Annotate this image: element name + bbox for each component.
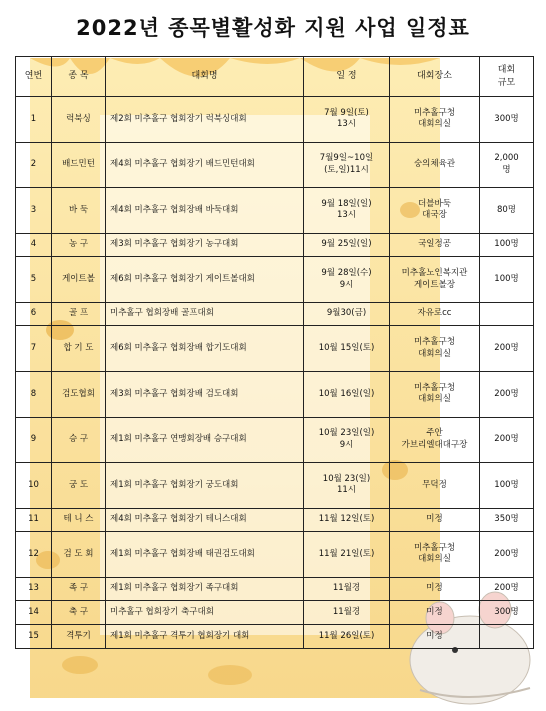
table-row (16, 508, 534, 532)
cell-sport: 승 구 (52, 417, 106, 463)
cell-venue: 미정 (390, 508, 480, 532)
table-row (16, 188, 534, 234)
table-row (16, 463, 534, 509)
cell-venue: 무덕정 (390, 463, 480, 509)
cell-scale: 300명 (480, 97, 534, 143)
table-row (16, 577, 534, 601)
cell-schedule: 11월경 (304, 577, 390, 601)
cell-sport: 검도협회 (52, 371, 106, 417)
cell-number: 10 (16, 463, 52, 509)
col-header-sport: 종 목 (52, 57, 106, 97)
cell-venue: 주안 가브리엘대대구장 (390, 417, 480, 463)
table-row (16, 625, 534, 649)
cell-sport: 럭북싱 (52, 97, 106, 143)
cell-sport: 검 도 회 (52, 532, 106, 578)
cell-schedule: 11월경 (304, 601, 390, 625)
cell-event-name: 제2회 미추홀구 협회장기 럭북싱대회 (106, 97, 304, 143)
table-row (16, 417, 534, 463)
cell-scale: 80명 (480, 188, 534, 234)
cell-scale: 100명 (480, 257, 534, 303)
cell-event-name: 제1회 미추홀구 협회장기 족구대회 (106, 577, 304, 601)
cell-venue: 미추홀구청 대회의실 (390, 97, 480, 143)
cell-scale: 200명 (480, 532, 534, 578)
cell-scale: 100명 (480, 233, 534, 257)
cell-sport: 격투기 (52, 625, 106, 649)
cell-event-name: 제4회 미추홀구 협회장기 배드민턴대회 (106, 142, 304, 188)
cell-schedule: 9월 28일(수) 9시 (304, 257, 390, 303)
cell-schedule: 10월 16일(일) (304, 371, 390, 417)
cell-sport: 배드민턴 (52, 142, 106, 188)
cell-scale: 200명 (480, 577, 534, 601)
cell-scale: 200명 (480, 371, 534, 417)
cell-sport: 족 구 (52, 577, 106, 601)
table-row (16, 233, 534, 257)
cell-schedule: 10월 15일(토) (304, 326, 390, 372)
cell-schedule: 11월 21일(토) (304, 532, 390, 578)
cell-scale: 2,000 명 (480, 142, 534, 188)
cell-sport: 궁 도 (52, 463, 106, 509)
cell-number: 1 (16, 97, 52, 143)
cell-event-name: 미추홀구 협회장기 축구대회 (106, 601, 304, 625)
cell-venue: 미정 (390, 601, 480, 625)
schedule-table (15, 56, 534, 649)
cell-venue: 미추홀구청 대회의실 (390, 371, 480, 417)
cell-number: 8 (16, 371, 52, 417)
cell-event-name: 제6회 미추홀구 협회장기 게이트볼대회 (106, 257, 304, 303)
cell-schedule: 7월 9일(토) 13시 (304, 97, 390, 143)
cell-venue: 미추홀구청 대회의실 (390, 326, 480, 372)
table-row (16, 371, 534, 417)
table-row (16, 302, 534, 326)
table-row (16, 326, 534, 372)
col-header-schedule: 일 정 (304, 57, 390, 97)
cell-number: 5 (16, 257, 52, 303)
cell-scale: 300명 (480, 601, 534, 625)
cell-venue: 국일정공 (390, 233, 480, 257)
cell-venue: 미정 (390, 577, 480, 601)
cell-schedule: 9월30(금) (304, 302, 390, 326)
cell-event-name: 미추홀구 협회장배 골프대회 (106, 302, 304, 326)
cell-sport: 테 니 스 (52, 508, 106, 532)
cell-event-name: 제1회 미추홀구 협회장기 궁도대회 (106, 463, 304, 509)
cell-venue: 숭의체육관 (390, 142, 480, 188)
cell-scale: 350명 (480, 508, 534, 532)
cell-number: 11 (16, 508, 52, 532)
cell-number: 4 (16, 233, 52, 257)
cell-number: 15 (16, 625, 52, 649)
col-header-venue: 대회장소 (390, 57, 480, 97)
cell-number: 9 (16, 417, 52, 463)
cell-event-name: 제3회 미추홀구 협회장기 농구대회 (106, 233, 304, 257)
cell-schedule: 7월9일~10일 (토,일)11시 (304, 142, 390, 188)
cell-number: 7 (16, 326, 52, 372)
col-header-scale: 대회 규모 (480, 57, 534, 97)
cell-scale: 200명 (480, 326, 534, 372)
col-header-number: 연번 (16, 57, 52, 97)
cell-scale (480, 302, 534, 326)
cell-sport: 축 구 (52, 601, 106, 625)
cell-sport: 합 기 도 (52, 326, 106, 372)
cell-schedule: 11월 12일(토) (304, 508, 390, 532)
table-row (16, 257, 534, 303)
cell-schedule: 11월 26일(토) (304, 625, 390, 649)
cell-sport: 농 구 (52, 233, 106, 257)
cell-number: 2 (16, 142, 52, 188)
col-header-event-name: 대회명 (106, 57, 304, 97)
cell-schedule: 9월 18일(일) 13시 (304, 188, 390, 234)
page-title: 2022년 종목별활성화 지원 사업 일정표 (76, 16, 470, 40)
cell-sport: 게이트볼 (52, 257, 106, 303)
cell-event-name: 제1회 미추홀구 격투기 협회장기 대회 (106, 625, 304, 649)
table-header-row (16, 57, 534, 97)
cell-sport: 골 프 (52, 302, 106, 326)
cell-venue: 더블바둑 대국장 (390, 188, 480, 234)
cell-schedule: 10월 23(일) 11시 (304, 463, 390, 509)
cell-venue: 미추홀노인복지관 게이트볼장 (390, 257, 480, 303)
cell-schedule: 9월 25일(일) (304, 233, 390, 257)
cell-number: 14 (16, 601, 52, 625)
cell-scale: 200명 (480, 417, 534, 463)
cell-venue: 미추홀구청 대회의실 (390, 532, 480, 578)
cell-venue: 미정 (390, 625, 480, 649)
cell-schedule: 10월 23일(일) 9시 (304, 417, 390, 463)
cell-number: 13 (16, 577, 52, 601)
cell-number: 12 (16, 532, 52, 578)
cell-scale (480, 625, 534, 649)
table-row (16, 601, 534, 625)
table-row (16, 97, 534, 143)
cell-event-name: 제1회 미추홀구 연맹회장배 승구대회 (106, 417, 304, 463)
cell-sport: 바 둑 (52, 188, 106, 234)
cell-venue: 자유로cc (390, 302, 480, 326)
cell-event-name: 제6회 미추홀구 협회장배 합기도대회 (106, 326, 304, 372)
cell-scale: 100명 (480, 463, 534, 509)
cell-event-name: 제3회 미추홀구 협회장배 검도대회 (106, 371, 304, 417)
cell-number: 3 (16, 188, 52, 234)
table-row (16, 532, 534, 578)
cell-event-name: 제4회 미추홀구 협회장배 바둑대회 (106, 188, 304, 234)
cell-number: 6 (16, 302, 52, 326)
cell-event-name: 제1회 미추홀구 협회장배 태권검도대회 (106, 532, 304, 578)
cell-event-name: 제4회 미추홀구 협회장기 테니스대회 (106, 508, 304, 532)
table-row (16, 142, 534, 188)
